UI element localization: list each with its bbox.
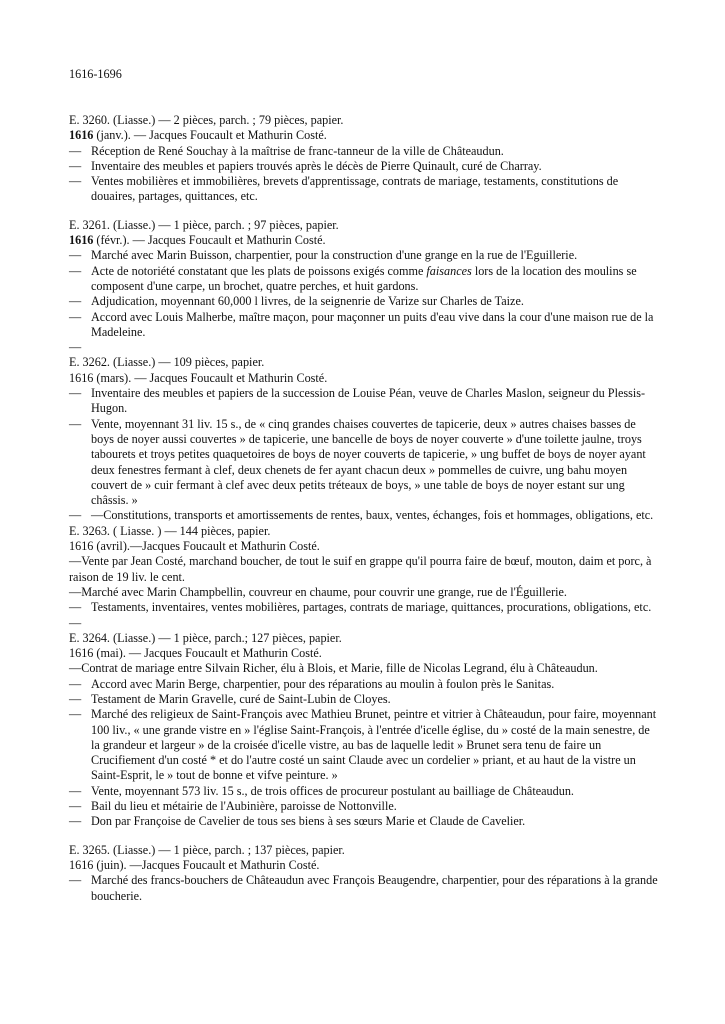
entry-ref: E. 3265. (Liasse.) — 1 pièce, parch. ; 137 pièces, papier. [69,842,345,857]
entry-date: 1616 (juin). —Jacques Foucault et Mathurin Costé. [69,857,320,872]
dash-mark: — [69,873,82,888]
separator-dash: — [69,340,82,355]
list-item [69,784,659,799]
entry-paragraph: —Vente par Jean Costé, marchand boucher, de tout le suif en grappe qu'il pourra faire de bœuf, mouton, daim et porc, à raison de 19 liv. le cent. [69,554,652,584]
dash-mark: — [69,799,82,814]
dash-mark: — [69,263,82,278]
list-item [69,799,659,814]
entry-paragraph: —Contrat de mariage entre Silvain Richer, élu à Blois, et Marie, fille de Nicolas Legrand, élu à Châteaudun. [69,661,598,676]
list-item [69,248,659,263]
list-item [69,692,659,707]
entry-date [69,233,659,248]
item-text: Accord avec Marin Berge, charpentier, pour des réparations au moulin à foulon près le Sanitas. [91,676,555,691]
item-text: Vente, moyennant 573 liv. 15 s., de trois offices de procureur postulant au bailliage de Châteaudun. [91,783,574,798]
dash-mark: — [69,386,82,401]
dash-mark: — [69,143,82,158]
entry-date: 1616 (mai). — Jacques Foucault et Mathurin Costé. [69,646,322,661]
italic-term: faisances [426,263,472,278]
dash-mark: — [69,416,82,431]
dash-mark: — [69,158,82,173]
entry-3263 [69,524,659,631]
item-text: Marché avec Marin Buisson, charpentier, pour la construction d'une grange en la rue de l'Eguillerie. [91,248,578,263]
item-text: Don par Françoise de Cavelier de tous ses biens à ses sœurs Marie et Claude de Cavelier. [91,814,526,829]
entry-date-rest: (févr.). — Jacques Foucault et Mathurin Costé. [93,233,326,248]
list-item [69,294,659,309]
entry-year: 1616 [69,233,94,248]
item-text-rest: lors de la location des moulins se composent d'une carpe, un brochet, quatre perches, et huit gardons. [91,263,637,293]
list-item [69,677,659,692]
item-text: Testaments, inventaires, ventes mobilières, partages, contrats de mariage, quittances, procurations, obligations, etc. [91,600,652,615]
separator-dash: — [69,615,82,630]
list-item [69,174,659,205]
list-item [69,508,659,523]
list-item [69,144,659,159]
dash-mark: — [69,814,82,829]
list-item [69,159,659,174]
dash-mark: — [69,783,82,798]
entry-ref: E. 3261. (Liasse.) — 1 pièce, parch. ; 97 pièces, papier. [69,217,339,232]
entry-3264 [69,631,659,830]
item-text-part: Acte de notoriété constatant que les plats de poissons exigés comme [91,263,424,278]
list-item [69,310,659,341]
item-text: Ventes mobilières et immobilières, brevets d'apprentissage, contrats de mariage, testaments, constitutions de douaires, partages, quittances, etc. [91,174,619,204]
item-text: Réception de René Souchay à la maîtrise de franc-tanneur de la ville de Châteaudun. [91,143,504,158]
entry-ref: E. 3260. (Liasse.) — 2 pièces, parch. ; 79 pièces, papier. [69,113,344,127]
dash-mark: — [69,508,82,523]
entry-3260 [69,113,659,205]
dash-mark: — [69,707,82,722]
item-text: Marché des francs-bouchers de Châteaudun avec François Beaugendre, charpentier, pour des réparations à la grande boucherie. [91,873,658,903]
entry-date-rest: (janv.). — Jacques Foucault et Mathurin Costé. [93,128,327,143]
list-item [69,600,659,615]
item-text: Accord avec Louis Malherbe, maître maçon, pour maçonner un puits d'eau vive dans la cour d'une maison rue de la Madeleine. [91,309,654,339]
item-text: —Constitutions, transports et amortissements de rentes, baux, ventes, échanges, fois et hommages, obligations, etc. [91,508,654,523]
item-text: Marché des religieux de Saint-François avec Mathieu Brunet, peintre et vitrier à Châteaudun, pour faire, moyennant 100 liv., « une grande vistre en » l'église Saint-François, à l'entrée d'icelle église, du » costé de la main senestre, de la grandeur et largeur » de la croisée d'icelle vistre, au bas de laquelle ledit » Brunet sera tenu de faire un Crucifiement d'un costé * et do l'autre costé un saint Claude avec un cordelier » priant, et au haut de la vistre un Saint-Esprit, le » tout de bonne et vifve peinture. » [91,707,657,783]
entry-date: 1616 (avril).—Jacques Foucault et Mathurin Costé. [69,539,320,554]
list-item [69,417,659,509]
entry-year: 1616 [69,128,94,143]
entry-3261 [69,218,659,356]
dash-mark: — [69,309,82,324]
entry-date [69,128,659,143]
dash-mark: — [69,174,82,189]
list-item [69,707,659,783]
dash-mark: — [69,600,82,615]
date-range-header: 1616-1696 [69,67,122,81]
item-text: Testament de Marin Gravelle, curé de Saint-Lubin de Cloyes. [91,691,391,706]
entry-3262 [69,355,659,523]
entries [69,113,659,904]
entry-paragraph: —Marché avec Marin Champbellin, couvreur en chaume, pour couvrir une grange, rue de l'Éguillerie. [69,584,567,599]
dash-mark: — [69,294,82,309]
item-text: Inventaire des meubles et papiers de la succession de Louise Péan, veuve de Charles Maslon, seigneur du Plessis-Hugon. [91,386,646,416]
dash-mark: — [69,691,82,706]
list-item [69,386,659,417]
list-item [69,814,659,829]
dash-mark: — [69,676,82,691]
list-item [69,873,659,904]
entry-ref: E. 3263. ( Liasse. ) — 144 pièces, papier. [69,523,271,538]
entry-date: 1616 (mars). — Jacques Foucault et Mathurin Costé. [69,370,328,385]
entry-ref: E. 3264. (Liasse.) — 1 pièce, parch.; 127 pièces, papier. [69,630,342,645]
dash-mark: — [69,248,82,263]
item-text: Vente, moyennant 31 liv. 15 s., de « cinq grandes chaises couvertes de tapicerie, deux » autres chaises basses de boys de noyer aussi couvertes » de tapicerie, une bancelle de boys de noyer couverte » d'une toilette jaulne, troys tabourets et troys petites quaquetoires de boys de noyer couverts de tapicerie, » ung buffet de boys de noyer ayant deux fenestres fermant à clef, deux chenets de fer ayant chacun deux » pommelles de cuivre, ung bahu moyen couvert de » cuir fermant à clef avec deux petits tréteaux de boys, » une table de boys de noyer estant sur ung châssis. » [91,416,646,508]
item-text [91,264,659,295]
item-text: Adjudication, moyennant 60,000 l livres, de la seignenrie de Varize sur Charles de Taize. [91,294,524,309]
entry-ref: E. 3262. (Liasse.) — 109 pièces, papier. [69,355,265,370]
item-text: Inventaire des meubles et papiers trouvés après le décès de Pierre Quinault, curé de Charray. [91,158,542,173]
list-item [69,264,659,295]
entry-3265 [69,843,659,904]
item-text: Bail du lieu et métairie de l'Aubinière, paroisse de Nottonville. [91,799,397,814]
